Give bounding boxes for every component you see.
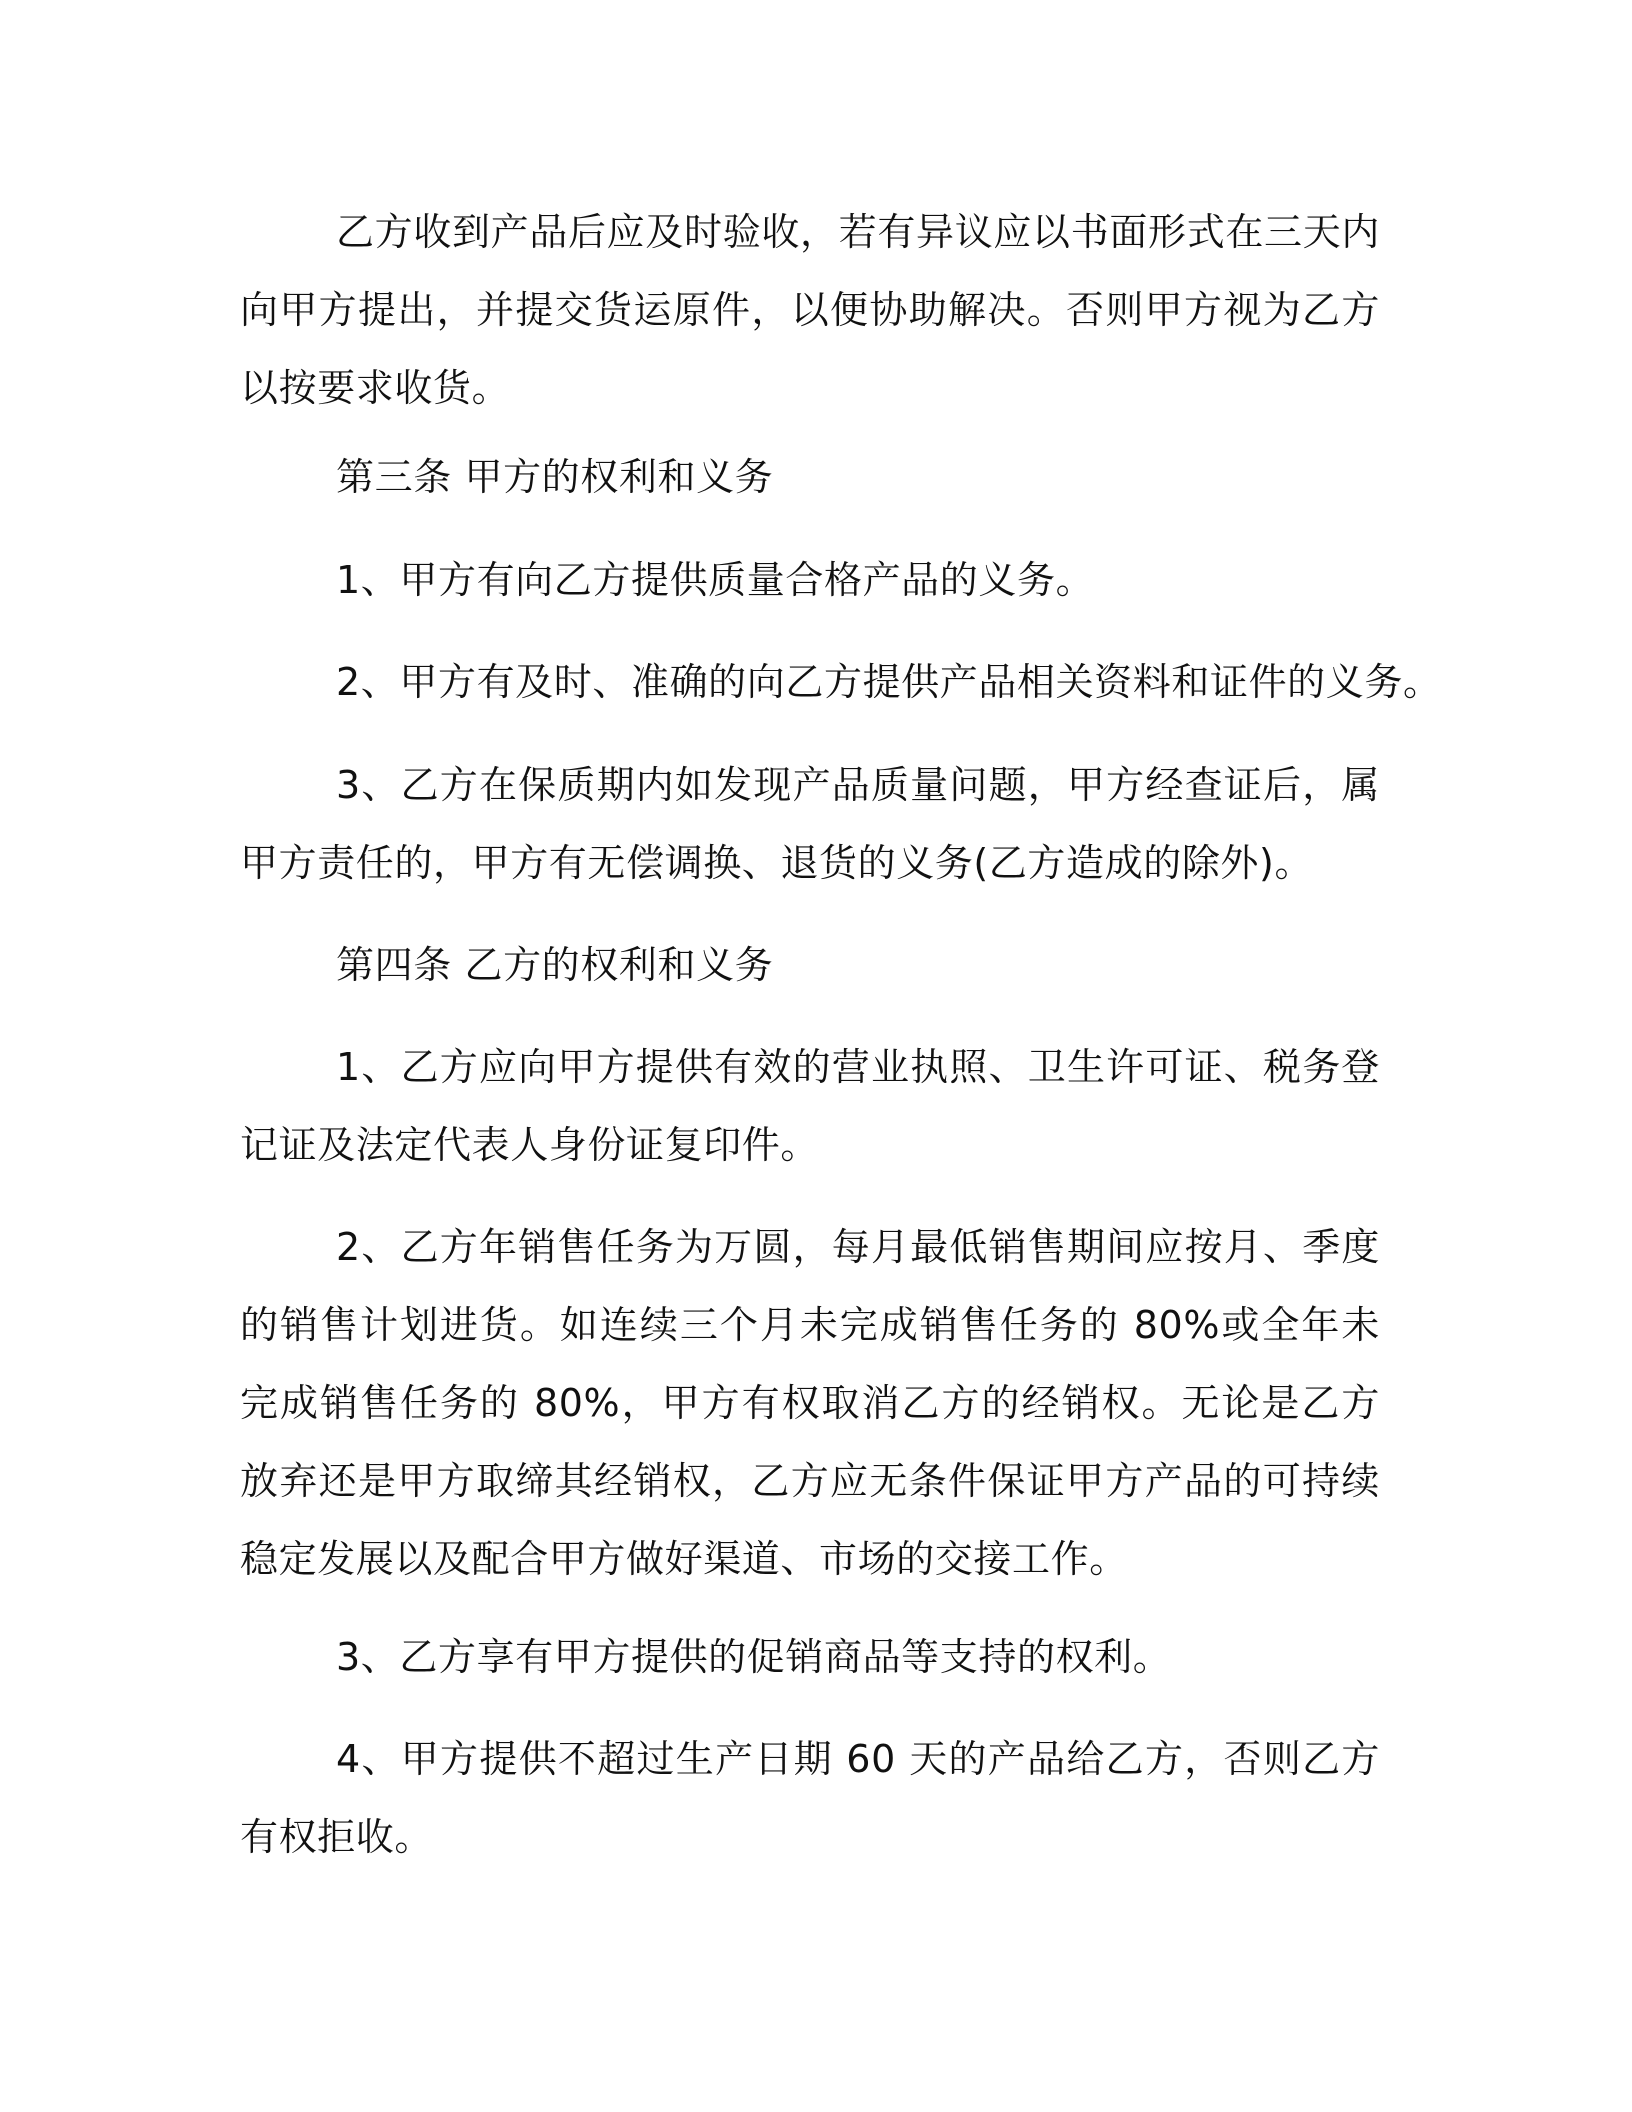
- heading-article-3: 第三条 甲方的权利和义务: [336, 455, 774, 499]
- heading-article-4: 第四条 乙方的权利和义务: [336, 943, 774, 987]
- paragraph-party-a-duty-1: 1、甲方有向乙方提供质量合格产品的义务。: [336, 558, 1095, 602]
- paragraph-party-b-duty-1: 1、乙方应向甲方提供有效的营业执照、卫生许可证、税务登记证及法定代表人身份证复印件。: [240, 1045, 1380, 1167]
- paragraph-party-b-duty-4: 4、甲方提供不超过生产日期 60 天的产品给乙方，否则乙方有权拒收。: [240, 1737, 1380, 1859]
- paragraph-party-b-duty-3: 3、乙方享有甲方提供的促销商品等支持的权利。: [336, 1635, 1172, 1679]
- paragraph-party-a-duty-2: 2、甲方有及时、准确的向乙方提供产品相关资料和证件的义务。: [336, 660, 1442, 704]
- paragraph-party-b-duty-2: 2、乙方年销售任务为万圆，每月最低销售期间应按月、季度的销售计划进货。如连续三个月未完成销售任务的 80%或全年未完成销售任务的 80%，甲方有权取消乙方的经销权。无论是乙方放弃还是甲方取缔其经销权，乙方应无条件保证甲方产品的可持续稳定发展以及配合甲方做好渠道、市场的交接工作。: [240, 1225, 1380, 1581]
- paragraph-party-a-duty-3: 3、乙方在保质期内如发现产品质量问题，甲方经查证后，属甲方责任的，甲方有无偿调换、退货的义务(乙方造成的除外)。: [240, 763, 1380, 885]
- paragraph-acceptance: 乙方收到产品后应及时验收，若有异议应以书面形式在三天内向甲方提出，并提交货运原件，以便协助解决。否则甲方视为乙方以按要求收货。: [240, 210, 1380, 410]
